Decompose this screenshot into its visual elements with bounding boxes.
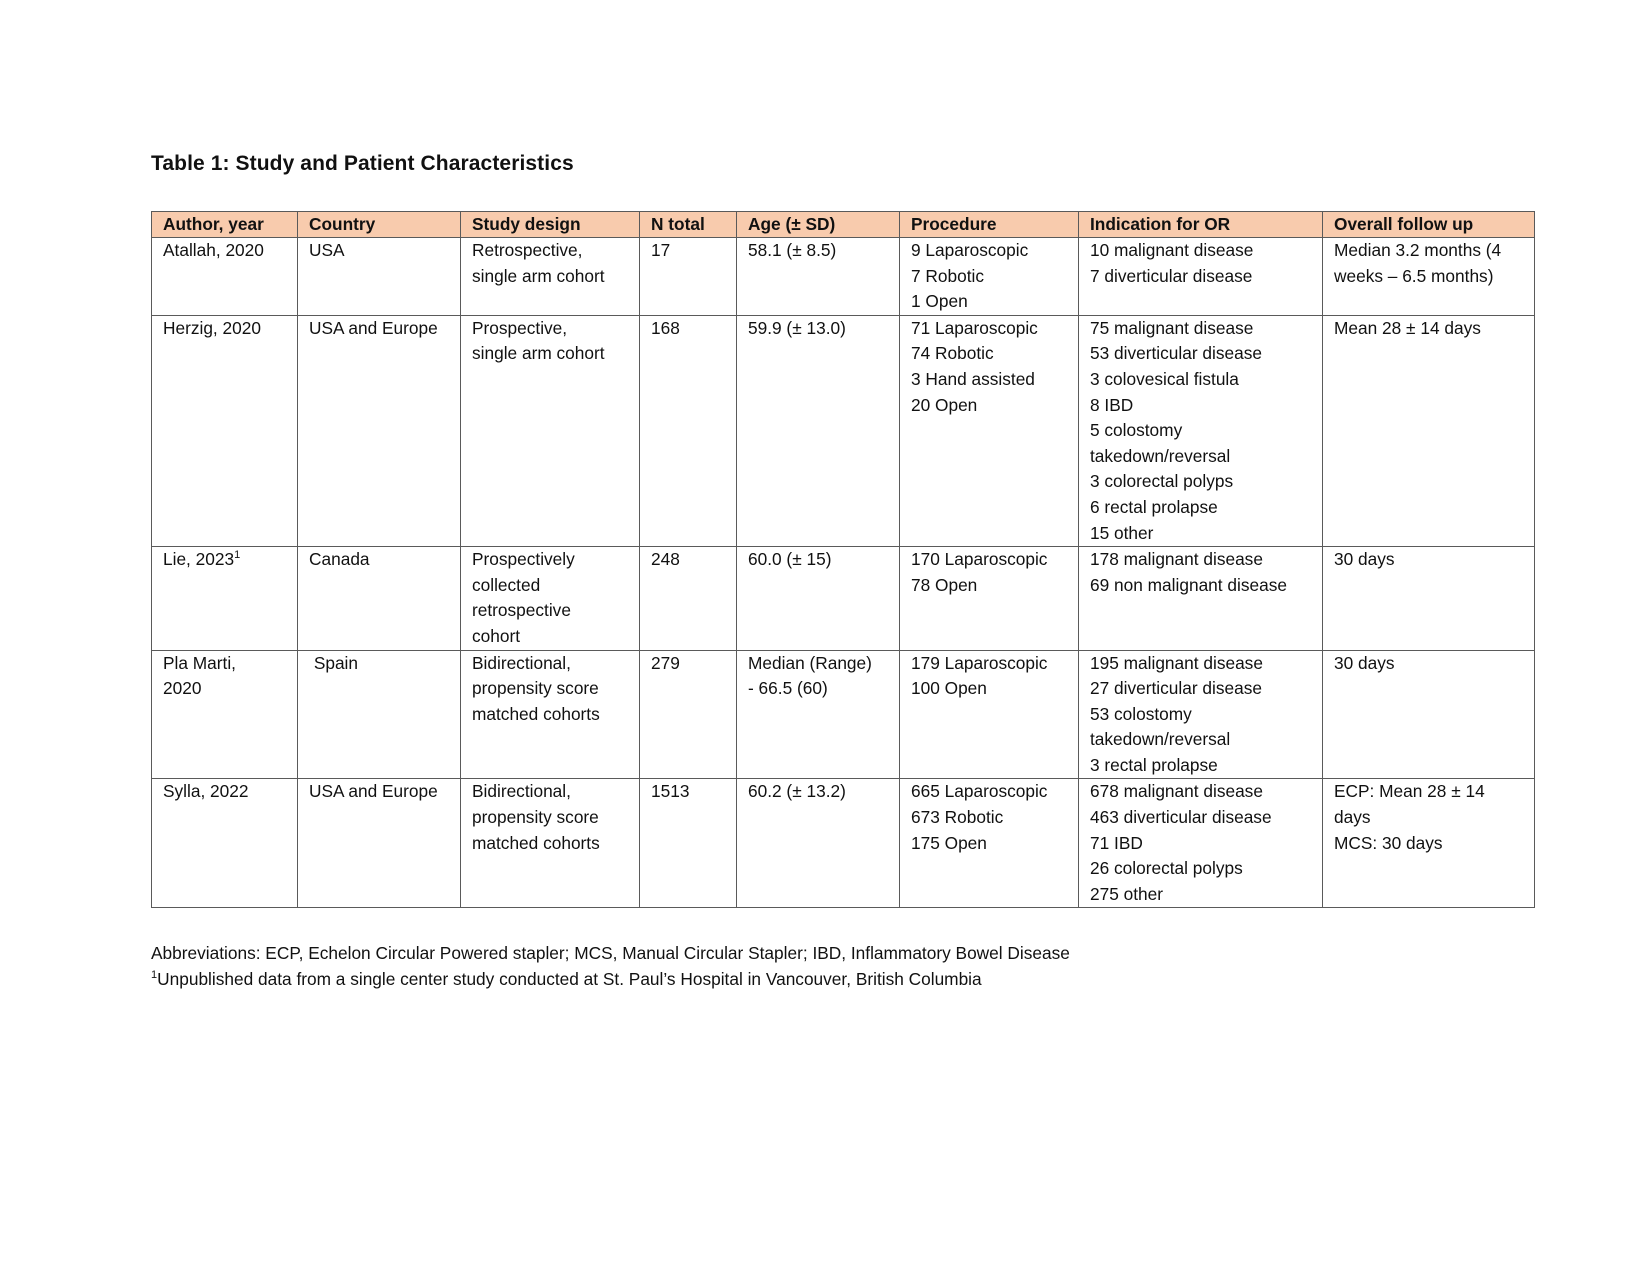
cell-procedure-line: 673 Robotic	[911, 807, 1004, 828]
cell-procedure-line: 175 Open	[911, 832, 987, 853]
cell-author	[152, 650, 298, 779]
cell-age-line: 59.9 (± 13.0)	[748, 317, 846, 338]
cell-procedure	[900, 779, 1079, 908]
cell-study-design-line: Prospective,	[472, 317, 568, 338]
footnote-marker: 1	[151, 969, 158, 982]
header-indication: Indication for OR	[1079, 212, 1323, 238]
cell-indication-line: 27 diverticular disease	[1090, 678, 1262, 699]
table-row	[152, 238, 1535, 316]
cell-study-design-line: Retrospective,	[472, 240, 583, 260]
cell-procedure-line: 78 Open	[911, 574, 978, 595]
cell-author-line: Sylla, 2022	[163, 781, 249, 802]
footnote-superscript: 1	[234, 549, 241, 562]
cell-study-design	[461, 547, 640, 650]
cell-indication-line: 15 other	[1090, 522, 1154, 543]
cell-study-design-line: collected	[472, 574, 541, 595]
header-follow-up: Overall follow up	[1323, 212, 1535, 238]
cell-indication-line: 3 colorectal polyps	[1090, 471, 1234, 492]
cell-author-line: Atallah, 2020	[163, 240, 264, 260]
cell-age-line: 60.2 (± 13.2)	[748, 781, 846, 802]
cell-procedure-line: 179 Laparoscopic	[911, 652, 1048, 673]
cell-follow-up-line: ECP: Mean 28 ± 14	[1334, 781, 1485, 802]
cell-country-line: Spain	[309, 652, 359, 673]
cell-indication-line: 275 other	[1090, 883, 1164, 904]
cell-study-design-line: single arm cohort	[472, 343, 605, 364]
cell-n-total	[640, 238, 737, 316]
cell-study-design-line: retrospective	[472, 600, 571, 621]
cell-study-design-line: cohort	[472, 625, 521, 646]
cell-n-total	[640, 650, 737, 779]
cell-indication-line: 10 malignant disease	[1090, 240, 1254, 260]
cell-indication-line: 3 rectal prolapse	[1090, 754, 1218, 775]
cell-country	[298, 238, 461, 316]
cell-follow-up-line: days	[1334, 807, 1371, 828]
cell-procedure-line: 100 Open	[911, 678, 987, 699]
table-body	[152, 238, 1535, 908]
cell-n-total-line: 1513	[651, 781, 690, 802]
cell-procedure-line: 20 Open	[911, 394, 978, 415]
cell-author-line: Pla Marti,	[163, 652, 236, 673]
cell-country	[298, 547, 461, 650]
cell-follow-up-line: Median 3.2 months (4	[1334, 240, 1502, 260]
cell-procedure-line: 170 Laparoscopic	[911, 549, 1048, 570]
cell-follow-up	[1323, 650, 1535, 779]
cell-study-design	[461, 315, 640, 546]
cell-procedure	[900, 238, 1079, 316]
cell-author	[152, 315, 298, 546]
cell-n-total	[640, 315, 737, 546]
cell-follow-up-line: 30 days	[1334, 549, 1395, 570]
study-characteristics-table	[151, 211, 1535, 908]
cell-author-line: Lie, 2023	[163, 549, 235, 570]
cell-indication-line: 6 rectal prolapse	[1090, 496, 1218, 517]
footnote-text: Unpublished data from a single center study conducted at St. Paul’s Hospital in Vancouver, British Columbia	[157, 969, 982, 989]
cell-n-total-line: 168	[651, 317, 680, 338]
cell-follow-up	[1323, 547, 1535, 650]
cell-follow-up	[1323, 238, 1535, 316]
header-age: Age (± SD)	[737, 212, 900, 238]
cell-follow-up-line: Mean 28 ± 14 days	[1334, 317, 1481, 338]
header-study-design: Study design	[461, 212, 640, 238]
cell-indication-line: 178 malignant disease	[1090, 549, 1263, 570]
cell-indication	[1079, 779, 1323, 908]
cell-indication-line: 5 colostomy	[1090, 420, 1183, 441]
cell-age-line: - 66.5 (60)	[748, 678, 828, 699]
cell-indication-line: 53 diverticular disease	[1090, 343, 1262, 364]
cell-indication	[1079, 238, 1323, 316]
cell-procedure-line: 74 Robotic	[911, 343, 994, 364]
table-row	[152, 650, 1535, 779]
cell-n-total-line: 248	[651, 549, 680, 570]
header-procedure: Procedure	[900, 212, 1079, 238]
cell-indication-line: 8 IBD	[1090, 394, 1134, 415]
cell-age-line: 58.1 (± 8.5)	[748, 240, 837, 260]
cell-procedure-line: 7 Robotic	[911, 265, 985, 286]
cell-indication	[1079, 315, 1323, 546]
cell-author-line: Herzig, 2020	[163, 317, 261, 338]
cell-study-design-line: matched cohorts	[472, 703, 600, 724]
cell-author	[152, 779, 298, 908]
cell-age	[737, 238, 900, 316]
table-title: Table 1: Study and Patient Characteristics	[151, 152, 574, 175]
cell-indication-line: 26 colorectal polyps	[1090, 858, 1243, 879]
cell-procedure-line: 665 Laparoscopic	[911, 781, 1048, 802]
cell-indication-line: 69 non malignant disease	[1090, 574, 1287, 595]
cell-indication-line: 3 colovesical fistula	[1090, 368, 1239, 389]
cell-study-design-line: Bidirectional,	[472, 652, 571, 673]
table-row	[152, 779, 1535, 908]
table-footnotes	[151, 940, 1070, 992]
cell-indication-line: 53 colostomy	[1090, 703, 1192, 724]
cell-follow-up	[1323, 779, 1535, 908]
cell-country	[298, 650, 461, 779]
header-country: Country	[298, 212, 461, 238]
cell-indication	[1079, 547, 1323, 650]
cell-study-design	[461, 650, 640, 779]
cell-indication-line: 195 malignant disease	[1090, 652, 1263, 673]
cell-follow-up-line: weeks – 6.5 months)	[1334, 265, 1494, 286]
cell-study-design-line: Prospectively	[472, 549, 575, 570]
cell-country	[298, 315, 461, 546]
cell-author	[152, 547, 298, 650]
cell-indication-line: 678 malignant disease	[1090, 781, 1263, 802]
abbreviations-note: Abbreviations: ECP, Echelon Circular Powered stapler; MCS, Manual Circular Stapler; IBD, Inflammatory Bowel Disease	[151, 943, 1070, 963]
cell-age	[737, 547, 900, 650]
cell-country	[298, 779, 461, 908]
unpublished-data-note	[151, 966, 1070, 992]
cell-indication	[1079, 650, 1323, 779]
cell-indication-line: 75 malignant disease	[1090, 317, 1254, 338]
cell-country-line: USA and Europe	[309, 317, 438, 338]
header-author-year: Author, year	[152, 212, 298, 238]
cell-procedure-line: 1 Open	[911, 291, 968, 312]
cell-age	[737, 315, 900, 546]
cell-age-line: Median (Range)	[748, 652, 872, 673]
cell-follow-up	[1323, 315, 1535, 546]
cell-age	[737, 650, 900, 779]
cell-n-total-line: 279	[651, 652, 680, 673]
cell-country-line: USA	[309, 240, 345, 260]
cell-study-design	[461, 238, 640, 316]
table-row	[152, 315, 1535, 546]
table-row	[152, 547, 1535, 650]
cell-indication-line: 7 diverticular disease	[1090, 265, 1253, 286]
cell-procedure-line: 3 Hand assisted	[911, 368, 1035, 389]
cell-indication-line: 71 IBD	[1090, 832, 1143, 853]
cell-n-total	[640, 779, 737, 908]
cell-follow-up-line: MCS: 30 days	[1334, 832, 1443, 853]
cell-follow-up-line: 30 days	[1334, 652, 1395, 673]
cell-country-line: Canada	[309, 549, 370, 570]
cell-country-line: USA and Europe	[309, 781, 438, 802]
cell-procedure	[900, 547, 1079, 650]
cell-procedure	[900, 650, 1079, 779]
cell-n-total-line: 17	[651, 240, 671, 260]
cell-age	[737, 779, 900, 908]
cell-study-design-line: propensity score	[472, 678, 599, 699]
header-row	[152, 212, 1535, 238]
cell-study-design-line: Bidirectional,	[472, 781, 571, 802]
cell-study-design	[461, 779, 640, 908]
cell-procedure	[900, 315, 1079, 546]
cell-indication-line: 463 diverticular disease	[1090, 807, 1272, 828]
cell-procedure-line: 71 Laparoscopic	[911, 317, 1038, 338]
header-n-total: N total	[640, 212, 737, 238]
cell-study-design-line: matched cohorts	[472, 832, 600, 853]
cell-study-design-line: single arm cohort	[472, 265, 605, 286]
cell-author	[152, 238, 298, 316]
cell-n-total	[640, 547, 737, 650]
cell-author-line: 2020	[163, 678, 202, 699]
cell-age-line: 60.0 (± 15)	[748, 549, 832, 570]
cell-indication-line: takedown/reversal	[1090, 729, 1231, 750]
cell-study-design-line: propensity score	[472, 807, 599, 828]
cell-indication-line: takedown/reversal	[1090, 445, 1231, 466]
cell-procedure-line: 9 Laparoscopic	[911, 240, 1029, 260]
